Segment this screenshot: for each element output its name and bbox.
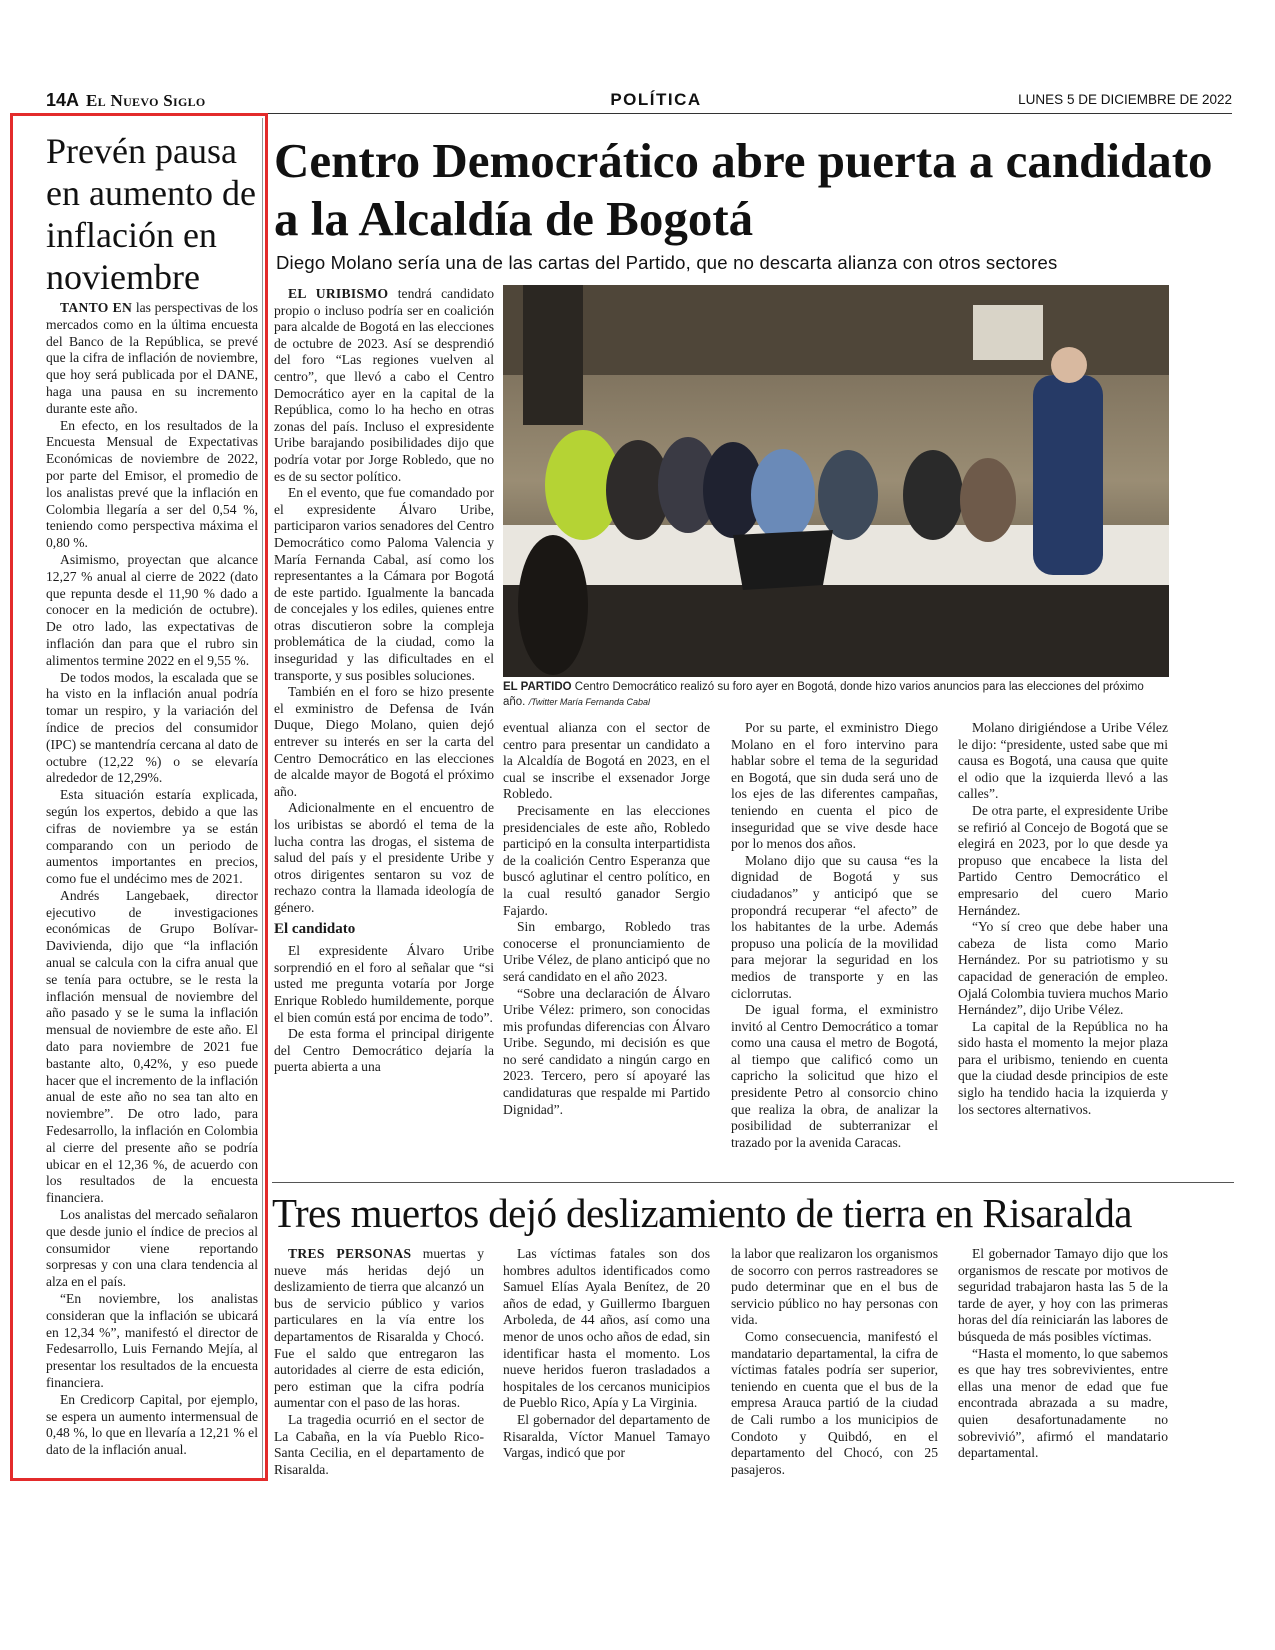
article-paragraph: Adicionalmente en el encuentro de los uribistas se abordó el tema de la lucha contra las drogas, el sistema de salud del país y el presidente Uribe y otros dirigentes sentaron su voz de rechazo contra la llamada ideología de género. xyxy=(274,800,494,915)
article-paragraph: eventual alianza con el sector de centro para presentar un candidato a la Alcaldía de Bogotá en 2023, en el cual se inscribe el exsenador Jorge Robledo. xyxy=(503,720,710,802)
article-paragraph: El gobernador del departamento de Risaralda, Víctor Manuel Tamayo Vargas, indicó que por xyxy=(503,1411,710,1461)
article-paragraph: Asimismo, proyectan que alcance 12,27 % anual al cierre de 2022 (dato que repunta desde el 11,90 % dado a conocer en la medición de octubre). De otro lado, las expectativas de inflación dan para que el rubro sin alimentos termine 2022 en el 9,55 %. xyxy=(46,551,258,668)
article-paragraph: “Yo sí creo que debe haber una cabeza de lista como Mario Hernández. Por su patriotismo y su capacidad de generación de empleo. Ojalá Colombia tuviera muchos Mario Hernández”, dijo Uribe Vélez. xyxy=(958,919,1168,1018)
article-paragraph: Esta situación estaría explicada, según los expertos, debido a que las cifras de noviembre ya se están comparando con un periodo de aumentos importantes en precios, como fue el undécimo mes de 2021. xyxy=(46,787,258,887)
event-photo xyxy=(503,285,1169,677)
second-column-2 xyxy=(503,1246,710,1462)
article-paragraph: la labor que realizaron los organismos de socorro con perros rastreadores se pudo determinar que en el bus de servicio público no hay personas con vida. xyxy=(731,1246,938,1328)
sidebar-headline: Prevén pausa en aumento de inflación en noviembre xyxy=(46,131,256,297)
article-paragraph xyxy=(274,1246,484,1412)
article-paragraph: De todos modos, la escalada que se ha visto en la inflación anual podría tomar un respiro, y la variación del índice de precios del consumidor (IPC) se mantendría cercana al dato de octubre (12,22 %) o se elevaría alrededor de 12,29%. xyxy=(46,669,258,786)
article-paragraph: Los analistas del mercado señalaron que desde junio el índice de precios al consumidor viene reportando sorpresas y con una clara tendencia al alza en el país. xyxy=(46,1207,258,1290)
photo-caption xyxy=(503,680,1169,710)
photo-illustration xyxy=(503,285,1169,677)
issue-date: LUNES 5 DE DICIEMBRE DE 2022 xyxy=(1018,92,1232,107)
article-paragraph: Andrés Langebaek, director ejecutivo de investigaciones económicas de Grupo Bolívar- Davivienda, dijo que “la inflación anual se calcula con la cifra anual que se tenía para octubre, se le resta la inflación mensual de noviembre del año pasado y se le suma la inflación mensual de noviembre de este año. El dato para noviembre de 2021 fue bastante alto, 0,42%, y eso puede hacer que el incremento de la inflación anual de este año no sea tan alto en noviembre”. De otro lado, para Fedesarrollo, la inflación en Colombia al cierre del presente año se podría ubicar en el 12,36 %, de acuerdo con los resultados de la encuesta financiera. xyxy=(46,887,258,1206)
article-paragraph: Molano dijo que su causa “es la dignidad de Bogotá y sus ciudadanos” y anticipó que se propondrá recuperar “el afecto” de los habitantes de la urbe. Además propuso una policía de la movilidad para mejorar la seguridad en los medios de transporte y en las ciclorrutas. xyxy=(731,852,938,1001)
caption-label: EL PARTIDO xyxy=(503,681,572,693)
article-paragraph: La tragedia ocurrió en el sector de La Cabaña, en la vía Pueblo Rico-Santa Cecilia, en el departamento de Risaralda. xyxy=(274,1411,484,1477)
main-subheadline: Diego Molano sería una de las cartas del Partido, que no descarta alianza con otros sectores xyxy=(276,252,1058,273)
article-paragraph: Precisamente en las elecciones presidenciales de este año, Robledo participó en la consulta interpartidista de la coalición Centro Esperanza que buscó aglutinar el centro político, en la cual resultó ganador Sergio Fajardo. xyxy=(503,802,710,918)
second-column-3 xyxy=(731,1246,938,1478)
article-paragraph: La capital de la República no ha sido hasta el momento la mejor plaza para el uribismo, teniendo en cuenta que la ciudad desde principios de este siglo ha tendido hacia la izquierda y los sectores alternativos. xyxy=(958,1018,1168,1117)
second-column-1 xyxy=(274,1246,484,1478)
page-number: 14A xyxy=(46,90,80,110)
main-column-2 xyxy=(503,720,710,1118)
article-paragraph: De otra parte, el expresidente Uribe se refirió al Concejo de Bogotá que se elegirá en 2023, por lo que desde ya propuso que encabece la lista del Partido Centro Democrático el empresario del cuero Mario Hernández. xyxy=(958,802,1168,918)
article-separator xyxy=(272,1182,1234,1183)
main-column-1 xyxy=(274,286,494,1076)
article-paragraph: Las víctimas fatales son dos hombres adultos identificados como Samuel Elías Ayala Benítez, de 20 años de edad, y Guillermo Ibarguen Arboleda, de 44 años, así como una menor de unos ocho años de edad, sin identificar hasta el momento. Los nueve heridos fueron trasladados a hospitales de los cercanos municipios de Pueblo Rico, Apía y La Virginia. xyxy=(503,1246,710,1411)
article-paragraph: “En noviembre, los analistas consideran que la inflación se ubicará en 12,34 %”, manifestó el director de Fedesarrollo, Luis Fernando Mejía, al presentar los resultados de la encuesta financiera. xyxy=(46,1291,258,1390)
section-name: POLÍTICA xyxy=(610,90,702,109)
paragraph-text: muertas y nueve más heridas dejó un deslizamiento de tierra que alcanzó un bus de servicio público y varios particulares en la vía entre los departamentos de Risaralda y Chocó. Fue el saldo que entregaron las autoridades al cierre de esta edición, pero estiman que la cifra podría aumentar con el paso de las horas. xyxy=(274,1246,485,1411)
article-paragraph xyxy=(46,300,258,418)
page-header xyxy=(46,90,1232,112)
article-paragraph: En Credicorp Capital, por ejemplo, se espera un aumento intermensual de 0,48 %, lo que en llevaría a 12,21 % el dato de la inflación anual. xyxy=(46,1391,258,1458)
lead-words: TANTO EN xyxy=(60,300,133,315)
subhead-el-candidato: El candidato xyxy=(274,920,356,937)
caption-text: Centro Democrático realizó su foro ayer en Bogotá, donde hizo varios anuncios para las elecciones del próximo año. xyxy=(503,681,1144,708)
article-paragraph: De igual forma, el exministro invitó al Centro Democrático a tomar como una causa el metro de Bogotá, al tiempo que calificó como un capricho la solicitud que hizo el presidente Petro al consorcio chino que realiza la obra, de analizar la posibilidad de subterranizar el trazado por la avenida Caracas. xyxy=(731,1002,938,1150)
article-paragraph: El gobernador Tamayo dijo que los organismos de rescate por motivos de seguridad trabajaron hasta las 5 de la tarde de ayer, y hoy con las primeras horas del día reiniciarán las labores de búsqueda de más posibles víctimas. xyxy=(958,1246,1168,1344)
photo-credit: /Twitter María Fernanda Cabal xyxy=(528,697,650,707)
article-paragraph: También en el foro se hizo presente el exministro de Defensa de Iván Duque, Diego Molano, quien dejó entrever su interés en ser la carta del Centro Democrático en las elecciones de alcalde mayor de Bogotá el próximo año. xyxy=(274,684,494,799)
second-headline: Tres muertos dejó deslizamiento de tierra en Risaralda xyxy=(272,1190,1132,1236)
paragraph-text: las perspectivas de los mercados como en la última encuesta del Banco de la República, se prevé que la cifra de inflación de noviembre, que hoy será publicada por el DANE, haga una pausa en su incremento durante este año. xyxy=(46,300,258,416)
main-headline: Centro Democrático abre puerta a candidato a la Alcaldía de Bogotá xyxy=(274,133,1213,246)
lead-words: EL URIBISMO xyxy=(288,286,389,301)
sidebar-article-body xyxy=(46,300,258,1459)
article-paragraph: “Sobre una declaración de Álvaro Uribe Vélez: primero, son conocidas mis profundas diferencias con Álvaro Uribe. Segundo, mi decisión es que no seré candidato a ningún cargo en 2023. Tercero, pero sí apoyaré las candidaturas que respalde mi Partido Dignidad”. xyxy=(503,985,710,1117)
second-column-4 xyxy=(958,1246,1168,1462)
column-divider xyxy=(262,118,263,1478)
article-paragraph: Por su parte, el exministro Diego Molano en el foro intervino para hablar sobre el tema de la seguridad en Bogotá, que sin duda será uno de los ejes de las diferentes campañas, teniendo en cuenta el pico de inseguridad que se vive desde hace por lo menos dos años. xyxy=(731,720,938,852)
main-column-3 xyxy=(731,720,938,1151)
article-paragraph: El expresidente Álvaro Uribe sorprendió en el foro al señalar que “si usted me pregunta votaría por Jorge Enrique Robledo humildemente, porque el bien común está por encima de todo”. xyxy=(274,943,494,1025)
main-column-4 xyxy=(958,720,1168,1118)
lead-words: TRES PERSONAS xyxy=(288,1246,412,1261)
article-paragraph: “Hasta el momento, lo que sabemos es que hay tres sobrevivientes, entre ellas una menor de edad que fue encontrada abrazada a su madre, quien desafortunadamente no sobrevivió”, afirmó el mandatario departamental. xyxy=(958,1345,1168,1461)
newspaper-name: El Nuevo Siglo xyxy=(86,91,206,110)
paragraph-text: tendrá candidato propio o incluso podría ser en coalición para alcalde de Bogotá en las elecciones de octubre de 2023. Así se desprendió del foro “Las regiones vuelven al centro”, que llevó a cabo el Centro Democrático ayer en la capital de la República, como lo ha hecho en otras zonas del país. Incluso el expresidente Uribe barajando posibilidades dijo que podría votar por Jorge Robledo, que no es de su sector político. xyxy=(274,286,494,484)
article-paragraph: En el evento, que fue comandado por el expresidente Álvaro Uribe, participaron varios senadores del Centro Democrático como Paloma Valencia y María Fernanda Cabal, así como los representantes a la Cámara por Bogotá de este partido. Igualmente la bancada de concejales y los ediles, quienes entre otras discutieron sobre la compleja problemática de la ciudad, como la inseguridad y las dificultades en el transporte, y sus posibles soluciones. xyxy=(274,485,494,683)
article-paragraph xyxy=(274,286,494,485)
article-paragraph: Molano dirigiéndose a Uribe Vélez le dijo: “presidente, usted sabe que mi causa es Bogotá, una causa que quite el odio que la izquierda llevó a las calles”. xyxy=(958,720,1168,802)
article-paragraph: Sin embargo, Robledo tras conocerse el pronunciamiento de Uribe Vélez, de plano anticipó que no será candidato en el año 2023. xyxy=(503,919,710,984)
article-paragraph: En efecto, en los resultados de la Encuesta Mensual de Expectativas Económicas de noviembre de 2022, por parte del Emisor, el promedio de los analistas prevé que la inflación en Colombia llegaría a ser del 0,54 %, teniendo como perspectiva máxima el 0,80 %. xyxy=(46,417,258,551)
article-paragraph: De esta forma el principal dirigente del Centro Democrático dejaría la puerta abierta a una xyxy=(274,1026,494,1075)
article-paragraph: Como consecuencia, manifestó el mandatario departamental, la cifra de víctimas fatales podría ser superior, teniendo en cuenta que el bus de la empresa Arauca partió de la ciudad de Cali rumbo a los municipios de Condoto y Quibdó, en el departamento del Chocó, con 25 pasajeros. xyxy=(731,1328,938,1477)
